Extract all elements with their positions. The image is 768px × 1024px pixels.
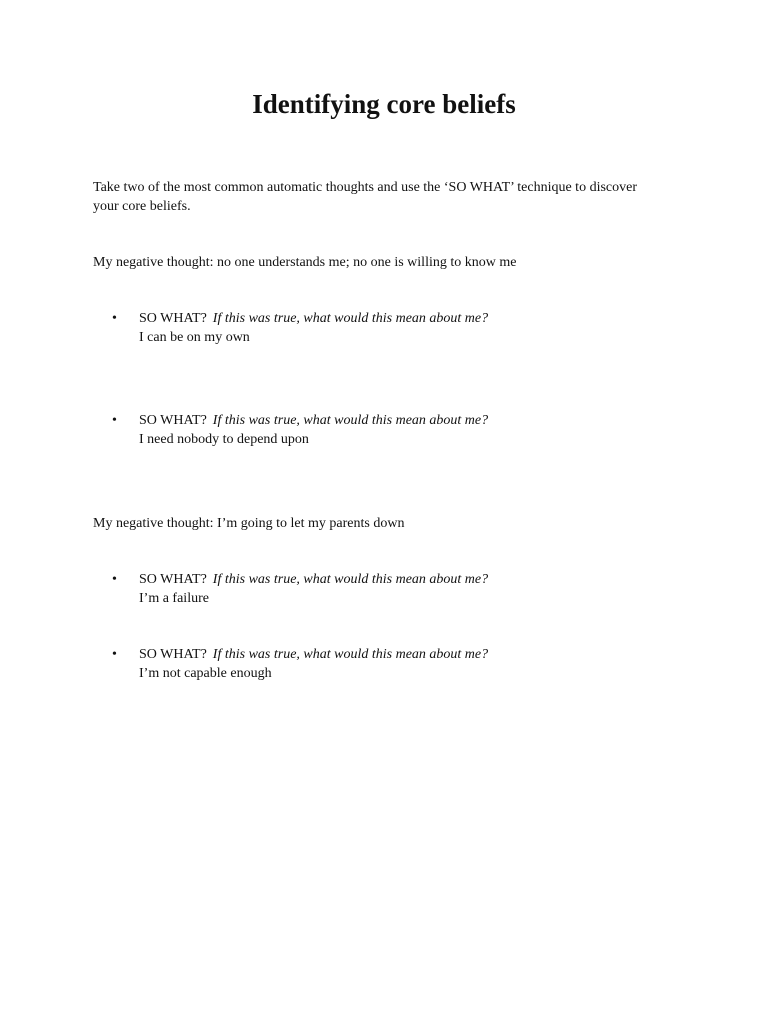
list-item-body xyxy=(139,411,488,449)
bullet-icon: • xyxy=(112,413,117,428)
list-item-body xyxy=(139,570,488,608)
intro-paragraph: Take two of the most common automatic thoughts and use the ‘SO WHAT’ technique to discover your core beliefs. xyxy=(93,180,637,214)
answer-text: I’m not capable enough xyxy=(139,666,272,681)
list-item-body xyxy=(139,645,488,683)
answer-text: I need nobody to depend upon xyxy=(139,432,309,447)
bullet-icon: • xyxy=(112,647,117,662)
answer-text: I can be on my own xyxy=(139,330,250,345)
page-title: Identifying core beliefs xyxy=(252,89,516,119)
so-what-label: SO WHAT? xyxy=(139,572,207,587)
question-text: If this was true, what would this mean about me? xyxy=(212,647,489,662)
bullet-icon: • xyxy=(112,311,117,326)
negative-thought-2: My negative thought: I’m going to let my parents down xyxy=(93,516,405,531)
so-what-label: SO WHAT? xyxy=(139,311,207,326)
bullet-icon: • xyxy=(112,572,117,587)
negative-thought-1: My negative thought: no one understands me; no one is willing to know me xyxy=(93,255,517,270)
question-text: If this was true, what would this mean about me? xyxy=(212,413,489,428)
so-what-label: SO WHAT? xyxy=(139,647,207,662)
question-text: If this was true, what would this mean about me? xyxy=(212,572,489,587)
question-text: If this was true, what would this mean about me? xyxy=(212,311,489,326)
answer-text: I’m a failure xyxy=(139,591,209,606)
list-item-body xyxy=(139,309,488,347)
so-what-label: SO WHAT? xyxy=(139,413,207,428)
